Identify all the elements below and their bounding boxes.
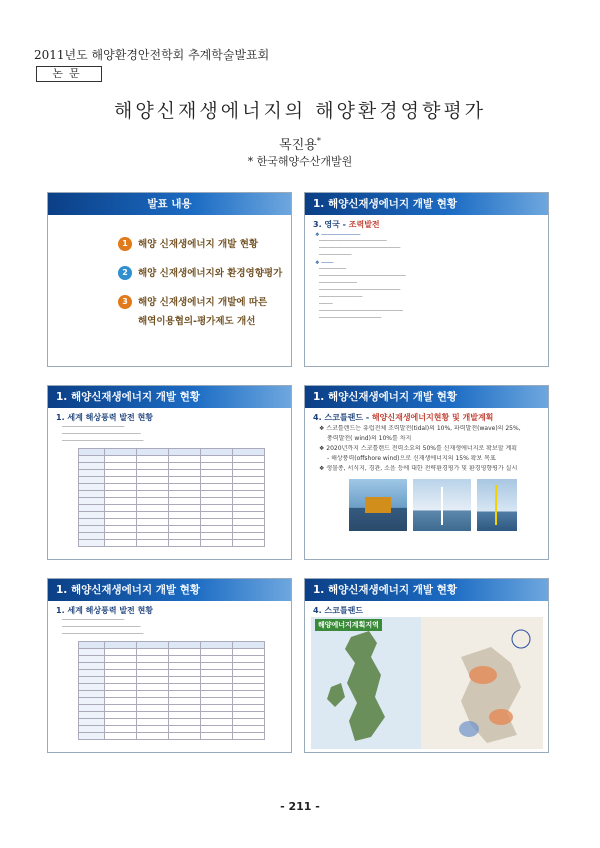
slide-title: 1. 해양신재생에너지 개발 현황 — [305, 193, 548, 215]
bullet-line: ────────────── — [319, 281, 357, 286]
bullet-line: ❖ 스코틀랜드는 유럽전체 조력발전(tidal)의 10%, 파력발전(wave)의 25%, — [319, 425, 521, 432]
paper-title: 해양신재생에너지의 해양환경영향평가 — [113, 100, 487, 122]
author — [0, 134, 600, 153]
bullet-heading: ❖ ───────────── — [315, 232, 361, 238]
map-graphic — [311, 617, 543, 749]
map-title: 해양에너지계획지역 — [315, 619, 382, 631]
slide-title: 1. 해양신재생에너지 개발 현황 — [305, 386, 548, 408]
page-number: - 211 - — [280, 800, 320, 813]
slide-offshore-wind-1 — [47, 385, 292, 560]
slide-subtitle: 4. 스코틀랜드 — [313, 606, 364, 615]
bullet-line: ────────────────────────────── — [319, 288, 401, 293]
agenda-number: 1 — [118, 237, 132, 251]
author-mark: * — [316, 136, 321, 146]
bullet-line: ─────────────────────── — [62, 618, 125, 623]
bullet-line: ─────────────────────── — [319, 316, 382, 321]
paper-type-tag: 논문 — [36, 66, 102, 82]
bullet-line: ────────────────────────────── — [319, 246, 401, 251]
bullet-line: ───────────────────────── — [319, 239, 387, 244]
agenda-item — [118, 295, 291, 310]
bullet-line — [327, 435, 540, 443]
slide-title: 발표 내용 — [48, 193, 291, 215]
wind-turbine-photo — [413, 479, 471, 531]
bullet-line: ❖ 2020년까지 스코틀랜드 전력소요의 50%를 신재생에너지로 확보할 계획 — [319, 445, 518, 452]
bullet-line: ─────────────────────────────── — [319, 309, 403, 314]
photo-strip — [349, 479, 548, 531]
bullet-heading: ❖ ──── — [315, 260, 334, 266]
bullet-text: 스코틀랜드는 유럽전체 조력발전(tidal)의 10%, 파력발전(wave)의 25%, — [326, 425, 521, 432]
slide-title: 1. 해양신재생에너지 개발 현황 — [48, 579, 291, 601]
affiliation: * 한국해양수산개발원 — [247, 155, 353, 168]
subtitle-prefix: 3. 영국 - — [313, 220, 349, 229]
slide-scotland-map — [304, 578, 549, 753]
conference-header: 2011년도 해양환경안전학회 추계학술발표회 — [34, 48, 270, 62]
bullet-line: ──────────── — [319, 253, 352, 258]
slide-subtitle — [313, 219, 548, 230]
bullet-line: ❖ 생물종, 서식지, 경관, 소음 등에 대한 전략환경평가 및 환경영향평가 실시 — [319, 465, 518, 472]
bullet-line: ───────────────────────────── — [62, 625, 141, 630]
subtitle-prefix: 4. 스코틀랜드 - — [313, 413, 372, 422]
bullet-line: ─────────────────────── — [62, 425, 125, 430]
slide-title: 1. 해양신재생에너지 개발 현황 — [305, 579, 548, 601]
agenda-item — [118, 266, 291, 281]
slide-offshore-wind-2 — [47, 578, 292, 753]
tidal-device-photo — [349, 479, 407, 531]
slide-title: 1. 해양신재생에너지 개발 현황 — [48, 386, 291, 408]
bullet-line: ────────── — [319, 267, 347, 272]
bullet-line: ──────────────────────────────── — [319, 274, 406, 279]
bullet-text: - 해상풍력(offshore wind)으로 신재생에너지의 15% 확보 목표 — [327, 455, 496, 462]
marine-energy-map — [311, 617, 543, 749]
slide-subtitle — [313, 412, 548, 423]
bullet-line: ────────────────────────────── — [62, 632, 144, 637]
agenda-text: 해양 신재생에너지 개발에 따른 — [138, 297, 268, 308]
slide-subtitle: 1. 세계 해상풍력 발전 현황 — [56, 606, 154, 615]
bullet-line — [327, 455, 540, 463]
data-table — [78, 641, 265, 740]
agenda-list — [118, 237, 291, 329]
bullet-line: ────────────────────────────── — [62, 439, 144, 444]
offshore-turbine-photo — [477, 479, 517, 531]
agenda-text: 해양 신재생에너지와 환경영향평가 — [138, 268, 283, 279]
bullet-line: ──────────────── — [319, 295, 363, 300]
bullet-line: ───────────────────────────── — [62, 432, 141, 437]
bullet-text: 2020년까지 스코틀랜드 전력소요의 50%를 신재생에너지로 확보할 계획 — [326, 445, 518, 452]
slide-scotland-plan — [304, 385, 549, 560]
agenda-item — [118, 237, 291, 252]
agenda-text: 해양 신재생에너지 개발 현황 — [138, 239, 259, 250]
slide-uk-tidal — [304, 192, 549, 367]
bullet-line: ───── — [319, 302, 333, 307]
bullet-text: 생물종, 서식지, 경관, 소음 등에 대한 전략환경평가 및 환경영향평가 실시 — [326, 465, 518, 472]
subtitle-highlight: 해양신재생에너지현황 및 개발계획 — [371, 413, 494, 422]
author-name: 목진용 — [279, 138, 317, 153]
slide-subtitle: 1. 세계 해상풍력 발전 현황 — [56, 413, 154, 422]
bullet-text: 풍력발전( wind)의 10%를 차지 — [327, 435, 412, 442]
subtitle-highlight: 조력발전 — [348, 220, 380, 229]
agenda-number: 2 — [118, 266, 132, 280]
data-table — [78, 448, 265, 547]
slide-agenda — [47, 192, 292, 367]
agenda-text-line2: 해역이용협의-평가제도 개선 — [138, 316, 256, 327]
agenda-number: 3 — [118, 295, 132, 309]
